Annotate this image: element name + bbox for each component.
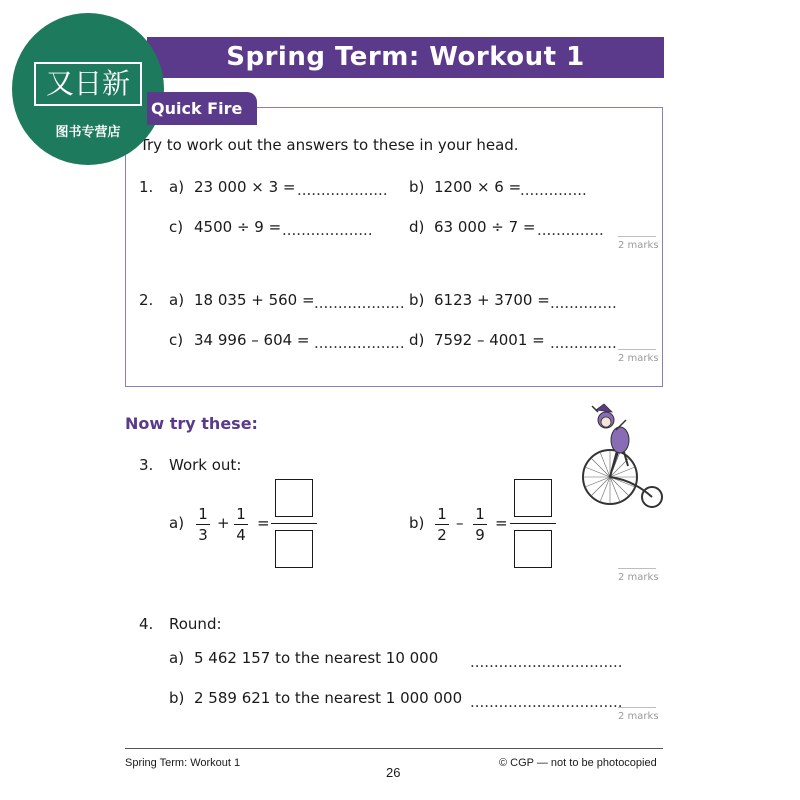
q1-marks: 2 marks	[618, 240, 659, 251]
quick-fire-label: Quick Fire	[147, 92, 257, 125]
q2-marks: 2 marks	[618, 353, 659, 364]
logo-subtitle: 图书专营店	[55, 125, 121, 140]
q2-marks-line	[618, 349, 656, 350]
penny-farthing-illustration	[578, 400, 668, 512]
q3-marks: 2 marks	[618, 572, 659, 583]
q2d-answer-line[interactable]: ..............	[550, 334, 617, 352]
q1c-label: c)	[169, 218, 184, 236]
footer-right: © CGP — not to be photocopied	[499, 757, 657, 769]
q2a-expression: 18 035 + 560 =	[194, 291, 315, 309]
q3b-operator: –	[456, 514, 464, 532]
title-banner	[147, 37, 664, 78]
q4a-label: a)	[169, 649, 185, 667]
q3-marks-line	[618, 568, 656, 569]
q4a-text: 5 462 157 to the nearest 10 000	[194, 649, 439, 667]
q4-marks: 2 marks	[618, 711, 659, 722]
q3a-equals: =	[257, 514, 270, 532]
q3a-operator: +	[217, 514, 230, 532]
q3-prompt: Work out:	[169, 456, 242, 474]
q2a-answer-line[interactable]: ...................	[314, 294, 405, 312]
q4b-label: b)	[169, 689, 185, 707]
q1d-label: d)	[409, 218, 425, 236]
q4b-answer-line[interactable]: ................................	[470, 693, 623, 711]
q4-prompt: Round:	[169, 615, 222, 633]
q2b-answer-line[interactable]: ..............	[550, 294, 617, 312]
page-title: Spring Term: Workout 1	[226, 42, 585, 72]
q1d-expression: 63 000 ÷ 7 =	[434, 218, 536, 236]
q1d-answer-line[interactable]: ..............	[537, 221, 604, 239]
q3a-label: a)	[169, 514, 185, 532]
quick-fire-instruction: Try to work out the answers to these in your head.	[140, 136, 519, 154]
q2c-expression: 34 996 – 604 =	[194, 331, 310, 349]
q2b-label: b)	[409, 291, 425, 309]
q3b-denominator-box[interactable]	[514, 530, 552, 568]
q4b-text: 2 589 621 to the nearest 1 000 000	[194, 689, 463, 707]
footer-rule	[125, 748, 663, 749]
q2b-expression: 6123 + 3700 =	[434, 291, 550, 309]
q3a-fraction-2: 1 4	[234, 505, 248, 544]
q3b-fraction-2: 1 9	[473, 505, 487, 544]
q1-marks-line	[618, 236, 656, 237]
q3b-equals: =	[495, 514, 508, 532]
q2d-label: d)	[409, 331, 425, 349]
now-try-heading: Now try these:	[125, 414, 258, 433]
q3a-fraction-1: 1 3	[196, 505, 210, 544]
q1c-expression: 4500 ÷ 9 =	[194, 218, 282, 236]
q4-marks-line	[618, 707, 656, 708]
q3b-numerator-box[interactable]	[514, 479, 552, 517]
q2d-expression: 7592 – 4001 =	[434, 331, 545, 349]
q1a-expression: 23 000 × 3 =	[194, 178, 296, 196]
page-number: 26	[386, 765, 401, 780]
q3a-numerator-box[interactable]	[275, 479, 313, 517]
q1-number: 1.	[139, 178, 154, 196]
q2c-label: c)	[169, 331, 184, 349]
q1b-expression: 1200 × 6 =	[434, 178, 522, 196]
q3b-fraction-1: 1 2	[435, 505, 449, 544]
q1b-label: b)	[409, 178, 425, 196]
q3b-answer-bar	[510, 523, 556, 524]
q4a-answer-line[interactable]: ................................	[470, 653, 623, 671]
q1a-answer-line[interactable]: ...................	[297, 181, 388, 199]
logo-mark: 又日新	[34, 62, 142, 106]
q4-number: 4.	[139, 615, 154, 633]
q2a-label: a)	[169, 291, 185, 309]
q1a-label: a)	[169, 178, 185, 196]
q2-number: 2.	[139, 291, 154, 309]
store-logo	[12, 13, 164, 165]
q1c-answer-line[interactable]: ...................	[282, 221, 373, 239]
q3a-denominator-box[interactable]	[275, 530, 313, 568]
q3a-answer-bar	[271, 523, 317, 524]
q3b-label: b)	[409, 514, 425, 532]
q1b-answer-line[interactable]: ..............	[520, 181, 587, 199]
q2c-answer-line[interactable]: ...................	[314, 334, 405, 352]
footer-left: Spring Term: Workout 1	[125, 757, 241, 769]
q3-number: 3.	[139, 456, 154, 474]
